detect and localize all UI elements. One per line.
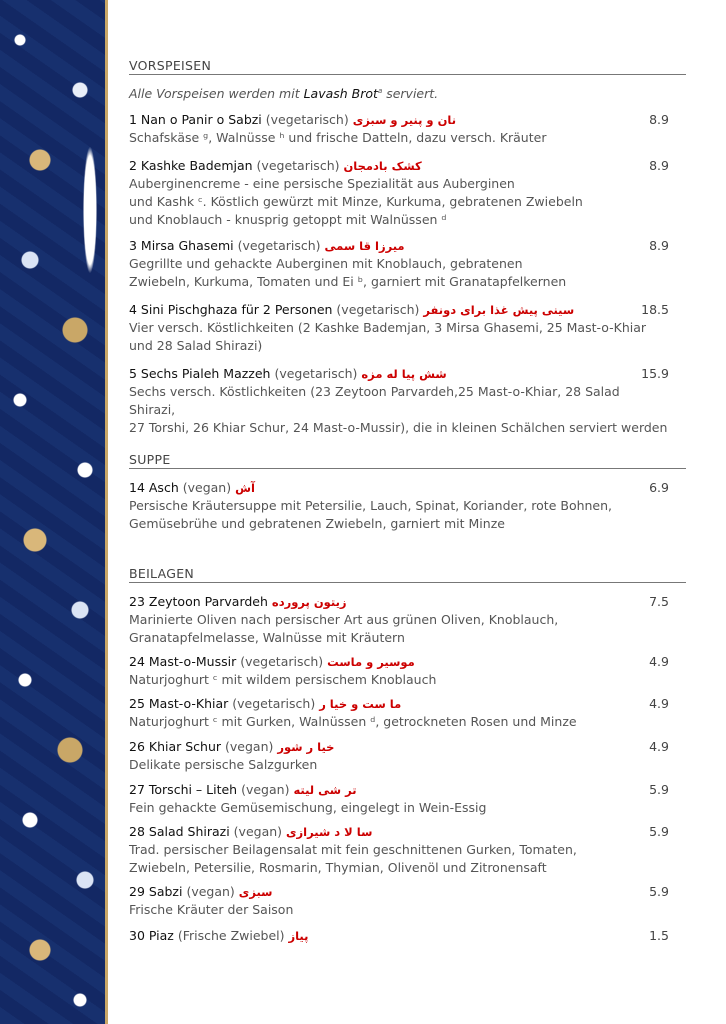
item-price: 5.9 <box>649 824 669 839</box>
item-price: 6.9 <box>649 480 669 495</box>
item-description: 27 Torshi, 26 Khiar Schur, 24 Mast-o-Mussir), die in kleinen Schälchen serviert werden <box>129 420 668 435</box>
item-name: 1 Nan o Panir o Sabzi <box>129 112 262 127</box>
menu-item <box>129 653 669 689</box>
menu-item <box>129 365 669 437</box>
item-name: 29 Sabzi <box>129 884 183 899</box>
item-price: 1.5 <box>649 928 669 943</box>
item-persian-name: موسیر و ماست <box>327 655 415 669</box>
item-description: Naturjoghurt ᶜ mit Gurken, Walnüssen ᵈ, getrockneten Rosen und Minze <box>129 714 577 729</box>
item-name: 4 Sini Pischghaza für 2 Personen <box>129 302 333 317</box>
item-description: und 28 Salad Shirazi) <box>129 338 263 353</box>
item-tag: (vegetarisch) <box>256 158 340 173</box>
item-tag: (vegetarisch) <box>240 654 324 669</box>
item-description: und Knoblauch - knusprig getoppt mit Walnüssen ᵈ <box>129 212 447 227</box>
item-tag: (vegetarisch) <box>232 696 316 711</box>
item-name: 14 Asch <box>129 480 179 495</box>
item-description: Granatapfelmelasse, Walnüsse mit Kräutern <box>129 630 405 645</box>
item-persian-name: نان و پنیر و سبزی <box>352 113 457 127</box>
item-description: Schafskäse ᵍ, Walnüsse ʰ und frische Datteln, dazu versch. Kräuter <box>129 130 547 145</box>
item-name: 24 Mast-o-Mussir <box>129 654 237 669</box>
item-description: Frische Kräuter der Saison <box>129 902 294 917</box>
item-price: 18.5 <box>641 302 669 317</box>
item-description: Gegrillte und gehackte Auberginen mit Knoblauch, gebratenen <box>129 256 523 271</box>
menu-item <box>129 695 669 731</box>
item-persian-name: سا لا د شیرازی <box>286 825 373 839</box>
item-tag: (vegan) <box>233 824 283 839</box>
menu-item <box>129 823 669 877</box>
item-price: 4.9 <box>649 739 669 754</box>
menu-item <box>129 157 669 229</box>
item-description: und Kashk ᶜ. Köstlich gewürzt mit Minze, Kurkuma, gebratenen Zwiebeln <box>129 194 583 209</box>
menu-item <box>129 301 669 355</box>
item-description: Marinierte Oliven nach persischer Art aus grünen Oliven, Knoblauch, <box>129 612 559 627</box>
item-description: Zwiebeln, Petersilie, Rosmarin, Thymian, Olivenöl und Zitronensaft <box>129 860 547 875</box>
starters-note: Alle Vorspeisen werden mit Lavash Brot$^a$ serviert. <box>129 86 439 101</box>
item-tag: (vegetarisch) <box>237 238 321 253</box>
item-tag: (vegetarisch) <box>336 302 420 317</box>
item-price: 7.5 <box>649 594 669 609</box>
item-tag: (Frische Zwiebel) <box>177 928 285 943</box>
item-persian-name: کشک بادمجان <box>343 159 422 173</box>
item-description: Fein gehackte Gemüsemischung, eingelegt in Wein-Essig <box>129 800 487 815</box>
item-persian-name: شش پیا له مزه <box>361 367 447 381</box>
item-name: 23 Zeytoon Parvardeh <box>129 594 268 609</box>
menu-item <box>129 738 669 774</box>
item-persian-name: پیاز <box>288 929 309 943</box>
section-header: BEILAGEN <box>129 566 686 583</box>
menu-item <box>129 237 669 291</box>
item-price: 4.9 <box>649 696 669 711</box>
item-persian-name: تر شی لیته <box>293 783 357 797</box>
item-name: 3 Mirsa Ghasemi <box>129 238 234 253</box>
floral-border-decoration <box>0 0 108 1024</box>
item-description: Zwiebeln, Kurkuma, Tomaten und Ei ᵇ, garniert mit Granatapfelkernen <box>129 274 567 289</box>
item-persian-name: آش <box>235 481 255 495</box>
item-tag: (vegan) <box>241 782 290 797</box>
section-header: VORSPEISEN <box>129 58 686 75</box>
item-name: 26 Khiar Schur <box>129 739 222 754</box>
item-price: 15.9 <box>641 366 669 381</box>
item-persian-name: سبزی <box>238 885 273 899</box>
menu-item <box>129 479 669 533</box>
item-name: 27 Torschi – Liteh <box>129 782 238 797</box>
item-description: Auberginencreme - eine persische Spezialität aus Auberginen <box>129 176 515 191</box>
item-persian-name: ما ست و خیا ر <box>319 697 402 711</box>
item-description: Naturjoghurt ᶜ mit wildem persischem Knoblauch <box>129 672 437 687</box>
item-tag: (vegan) <box>186 884 235 899</box>
menu-item <box>129 781 669 817</box>
item-price: 8.9 <box>649 112 669 127</box>
menu-item <box>129 111 669 147</box>
item-price: 8.9 <box>649 238 669 253</box>
menu-item <box>129 883 669 919</box>
item-name: 5 Sechs Pialeh Mazzeh <box>129 366 271 381</box>
item-name: 2 Kashke Bademjan <box>129 158 253 173</box>
item-description: Persische Kräutersuppe mit Petersilie, Lauch, Spinat, Koriander, rote Bohnen, <box>129 498 613 513</box>
item-description: Trad. persischer Beilagensalat mit fein geschnittenen Gurken, Tomaten, <box>129 842 577 857</box>
item-price: 5.9 <box>649 884 669 899</box>
item-description: Delikate persische Salzgurken <box>129 757 318 772</box>
item-persian-name: خیا ر شور <box>277 740 335 754</box>
item-name: 30 Piaz <box>129 928 174 943</box>
item-persian-name: زیتون پرورده <box>271 595 347 609</box>
item-name: 25 Mast-o-Khiar <box>129 696 229 711</box>
item-name: 28 Salad Shirazi <box>129 824 230 839</box>
item-price: 4.9 <box>649 654 669 669</box>
item-description: Vier versch. Köstlichkeiten (2 Kashke Bademjan, 3 Mirsa Ghasemi, 25 Mast-o-Khiar <box>129 320 647 335</box>
item-description: Sechs versch. Köstlichkeiten (23 Zeytoon Parvardeh,25 Mast-o-Khiar, 28 Salad Shirazi, <box>129 384 620 417</box>
item-persian-name: سینی پیش غذا برای دونفر <box>423 303 575 317</box>
menu-item <box>129 593 669 647</box>
item-tag: (vegan) <box>182 480 232 495</box>
item-tag: (vegetarisch) <box>265 112 349 127</box>
item-persian-name: میرزا قا سمی <box>324 239 405 253</box>
menu-item <box>129 927 669 945</box>
item-tag: (vegan) <box>225 739 274 754</box>
section-header: SUPPE <box>129 452 686 469</box>
item-price: 8.9 <box>649 158 669 173</box>
item-price: 5.9 <box>649 782 669 797</box>
item-tag: (vegetarisch) <box>274 366 358 381</box>
item-description: Gemüsebrühe und gebratenen Zwiebeln, garniert mit Minze <box>129 516 505 531</box>
